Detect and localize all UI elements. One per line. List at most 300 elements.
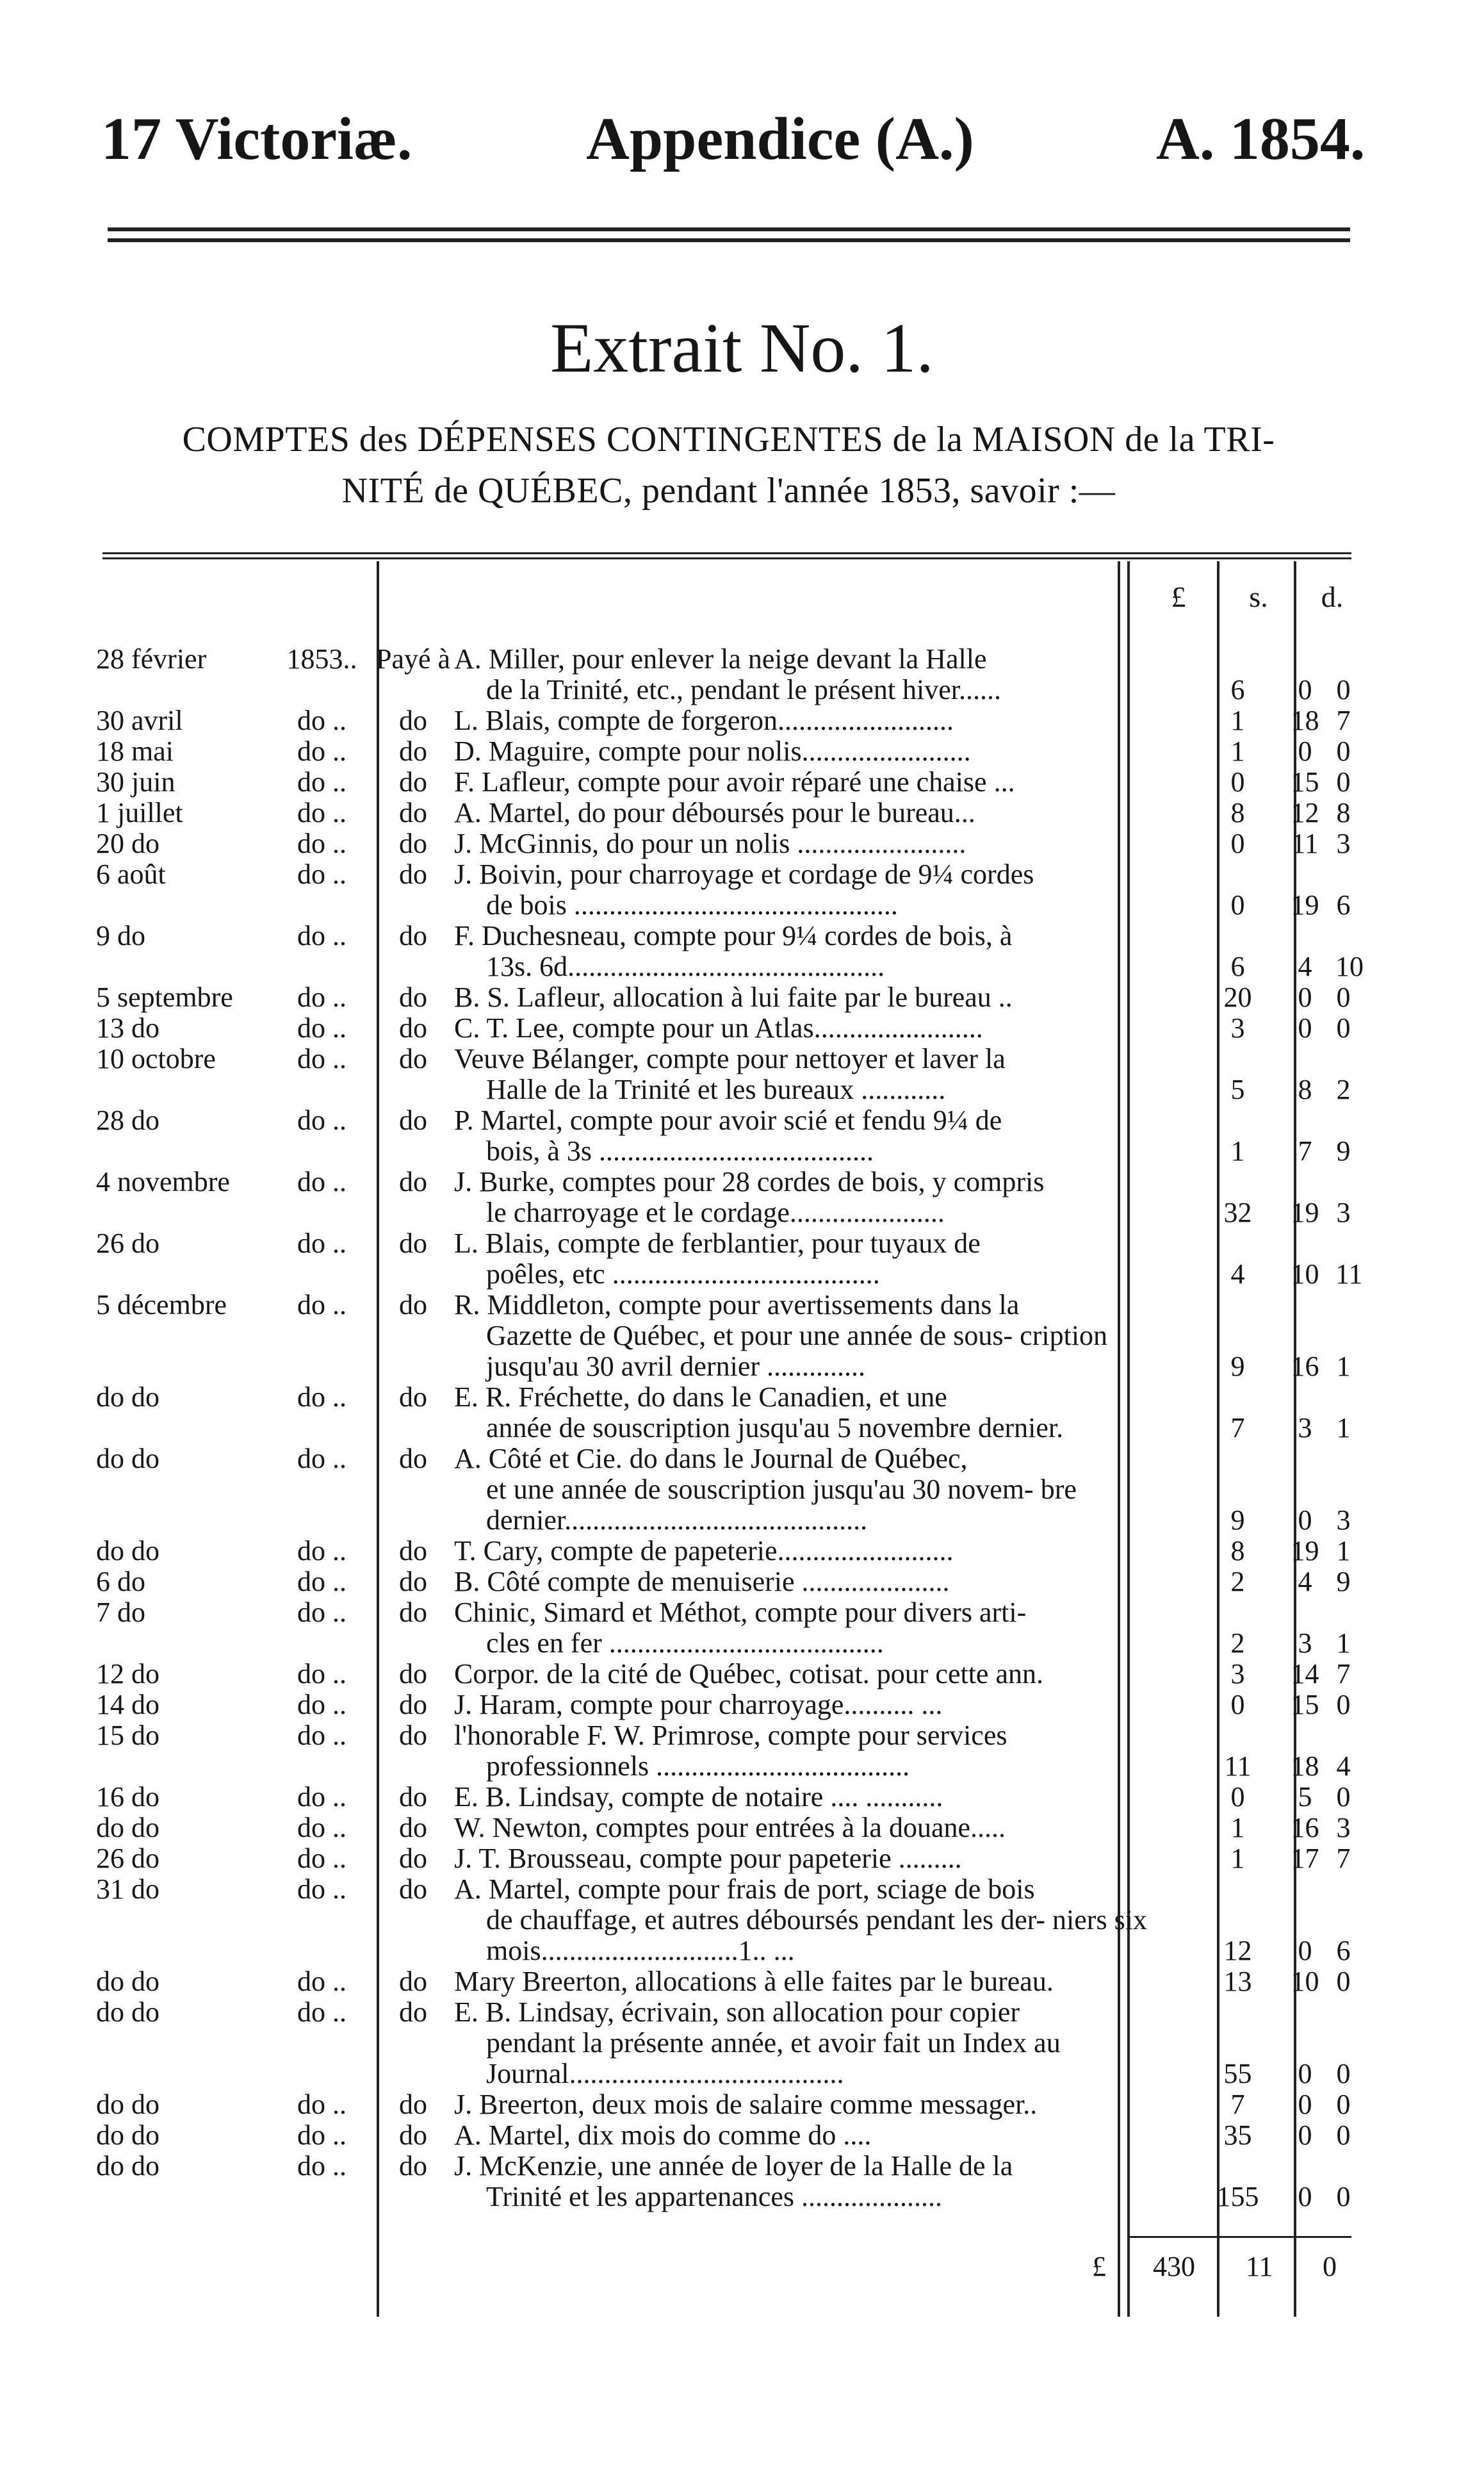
entry-pence: 6 (1336, 1935, 1351, 1966)
entry-pence: 0 (1336, 674, 1351, 705)
entry-year: do .. (297, 1720, 347, 1751)
entry-description-continuation: année de souscription jusqu'au 5 novembre dernier. (486, 1412, 1064, 1443)
entry-shillings: 15 (1291, 766, 1319, 798)
entry-year: do .. (297, 1781, 347, 1813)
entry-pounds: 9 (1230, 1504, 1245, 1536)
entry-paid-marker: do (399, 705, 427, 736)
table-row (96, 798, 1351, 828)
entry-pence: 0 (1336, 2058, 1351, 2089)
entry-description-text: J. Haram, compte pour charroyage.......... ... (454, 1689, 943, 1720)
table-top-rule-2 (102, 557, 1351, 559)
entry-pounds: 0 (1230, 1781, 1245, 1813)
table-row (96, 1597, 1351, 1659)
table-row (96, 644, 1351, 705)
total-pence: 0 (1323, 2251, 1337, 2282)
entry-description-text: Mary Breerton, allocations à elle faites par le bureau. (454, 1966, 1054, 1997)
entry-description (452, 1843, 1201, 1874)
entry-pence: 0 (1336, 2181, 1351, 2212)
entry-description-text: l'honorable F. W. Primrose, compte pour services (454, 1720, 1007, 1751)
entry-description-text: F. Lafleur, compte pour avoir réparé une chaise ... (454, 766, 1015, 798)
entry-year: do .. (297, 1996, 347, 2028)
table-row (96, 1536, 1351, 1566)
entry-description-text: F. Duchesneau, compte pour 9¼ cordes de bois, à (454, 920, 1013, 951)
table-row (96, 1228, 1351, 1290)
entry-description (452, 1382, 1201, 1443)
entry-shillings: 10 (1291, 1966, 1319, 1997)
expenses-table (96, 643, 1364, 2212)
entry-shillings: 19 (1291, 1535, 1319, 1566)
entry-paid-marker: do (399, 736, 427, 767)
entry-shillings: 18 (1291, 1750, 1319, 1782)
entry-pence: 9 (1336, 1135, 1351, 1167)
entry-description-text: L. Blais, compte de forgeron......................... (454, 705, 954, 736)
entry-description (452, 1689, 1201, 1720)
entry-shillings: 0 (1298, 1935, 1312, 1966)
entry-pence: 7 (1336, 1843, 1351, 1874)
entry-pounds: 35 (1223, 2119, 1252, 2151)
entry-pounds: 9 (1230, 1351, 1245, 1382)
entry-shillings: 19 (1291, 1197, 1319, 1228)
entry-description (452, 767, 1201, 798)
table-row (96, 1874, 1351, 1966)
entry-description-text: L. Blais, compte de ferblantier, pour tuyaux de (454, 1228, 981, 1259)
entry-shillings: 0 (1298, 2089, 1312, 2120)
entry-date: do do (96, 1535, 159, 1566)
entry-shillings: 3 (1298, 1412, 1312, 1443)
entry-year: do .. (297, 2089, 347, 2120)
entry-description (452, 736, 1201, 767)
entry-paid-marker: Payé à (375, 643, 451, 675)
entry-pounds: 155 (1216, 2181, 1259, 2212)
entry-date: 20 do (96, 828, 159, 859)
entry-shillings: 17 (1291, 1843, 1319, 1874)
entry-pence: 2 (1336, 1074, 1351, 1105)
entry-pence: 3 (1336, 1812, 1351, 1843)
entry-paid-marker: do (399, 1381, 427, 1413)
entry-description-text: Corpor. de la cité de Québec, cotisat. pour cette ann. (454, 1658, 1043, 1689)
entry-date: do do (96, 1381, 159, 1413)
table-row (96, 1689, 1351, 1720)
table-row (96, 1659, 1351, 1689)
entry-pence: 1 (1336, 1535, 1351, 1566)
header-left: 17 Victoriæ. (101, 106, 412, 172)
entry-date: 16 do (96, 1781, 159, 1813)
entry-description-text: J. Boivin, pour charroyage et cordage de 9¼ cordes (454, 859, 1034, 890)
entry-description-text: E. R. Fréchette, do dans le Canadien, et une (454, 1381, 947, 1413)
entry-pounds: 55 (1223, 2058, 1252, 2089)
entry-description (452, 705, 1201, 736)
entry-year: do .. (297, 1012, 347, 1044)
entry-description-continuation: Trinité et les appartenances .................... (486, 2181, 942, 2212)
entry-date: 4 novembre (96, 1166, 230, 1197)
table-row (96, 1443, 1351, 1536)
entry-pounds: 7 (1230, 2089, 1245, 2120)
entry-year: do .. (297, 766, 347, 798)
table-top-rule (102, 552, 1351, 554)
entry-paid-marker: do (399, 1566, 427, 1597)
entry-paid-marker: do (399, 1781, 427, 1813)
entry-pence: 8 (1336, 797, 1351, 828)
entry-year: do .. (297, 1966, 347, 1997)
entry-pounds: 6 (1230, 674, 1245, 705)
header-rule-bottom (108, 238, 1350, 242)
entry-year: do .. (297, 1228, 347, 1259)
entry-description-continuation: cles en fer ....................................... (486, 1627, 884, 1659)
entry-paid-marker: do (399, 797, 427, 828)
entry-pence: 1 (1336, 1627, 1351, 1659)
table-row (96, 828, 1351, 859)
entry-pounds: 1 (1230, 1135, 1245, 1167)
entry-pounds: 2 (1230, 1566, 1245, 1597)
entry-shillings: 8 (1298, 1074, 1312, 1105)
entry-pounds: 0 (1230, 828, 1245, 859)
entry-description-text: D. Maguire, compte pour nolis........................ (454, 736, 971, 767)
entry-pounds: 32 (1223, 1197, 1252, 1228)
entry-description (452, 2151, 1201, 2212)
table-row (96, 1720, 1351, 1782)
entry-date: do do (96, 1443, 159, 1474)
entry-paid-marker: do (399, 2150, 427, 2182)
entry-description (452, 1813, 1201, 1843)
entry-year: do .. (297, 797, 347, 828)
extract-title: Extrait No. 1. (550, 309, 934, 387)
entry-description (452, 1997, 1201, 2089)
entry-date: 6 août (96, 859, 166, 890)
entry-shillings: 16 (1291, 1351, 1319, 1382)
intro-line-2: NITÉ de QUÉBEC, pendant l'année 1853, savoir :— (341, 471, 1116, 511)
entry-date: 26 do (96, 1228, 159, 1259)
entry-description (452, 1966, 1201, 1997)
entry-year: do .. (297, 2150, 347, 2182)
entry-date: do do (96, 1812, 159, 1843)
entry-pounds: 13 (1223, 1966, 1252, 1997)
entry-description-continuation: Halle de la Trinité et les bureaux ............ (486, 1074, 946, 1105)
entry-pounds: 1 (1230, 1812, 1245, 1843)
entry-paid-marker: do (399, 1289, 427, 1320)
entry-pence: 3 (1336, 1504, 1351, 1536)
total-pounds: 430 (1153, 2251, 1195, 2282)
entry-description (452, 982, 1201, 1013)
entry-date: 28 do (96, 1105, 159, 1136)
entry-pounds: 12 (1223, 1935, 1252, 1966)
entry-shillings: 12 (1291, 797, 1319, 828)
entry-pounds: 8 (1230, 797, 1245, 828)
entry-description-text: B. S. Lafleur, allocation à lui faite par le bureau .. (454, 982, 1013, 1013)
entry-year: do .. (297, 1566, 347, 1597)
entry-description-text: Chinic, Simard et Méthot, compte pour divers arti- (454, 1597, 1027, 1628)
entry-paid-marker: do (399, 1535, 427, 1566)
entry-paid-marker: do (399, 1658, 427, 1689)
entry-paid-marker: do (399, 1043, 427, 1074)
table-row (96, 921, 1351, 982)
entry-paid-marker: do (399, 982, 427, 1013)
entry-description (452, 1566, 1201, 1597)
entry-year: do .. (297, 1812, 347, 1843)
entry-pence: 0 (1336, 1689, 1351, 1720)
entry-pence: 3 (1336, 828, 1351, 859)
entry-description (452, 859, 1201, 921)
entry-shillings: 19 (1291, 889, 1319, 921)
entry-shillings: 7 (1298, 1135, 1312, 1167)
entry-description-text: A. Martel, dix mois do comme do .... (454, 2119, 872, 2151)
entry-year: do .. (297, 859, 347, 890)
entry-shillings: 16 (1291, 1812, 1319, 1843)
entry-date: 31 do (96, 1873, 159, 1905)
entry-description-text: E. B. Lindsay, compte de notaire .... ........... (454, 1781, 943, 1813)
entry-paid-marker: do (399, 1843, 427, 1874)
header-right: A. 1854. (1156, 106, 1366, 172)
entry-paid-marker: do (399, 1873, 427, 1905)
table-row (96, 1566, 1351, 1597)
entry-paid-marker: do (399, 1720, 427, 1751)
entry-paid-marker: do (399, 1443, 427, 1474)
entry-shillings: 15 (1291, 1689, 1319, 1720)
entry-description (452, 2120, 1201, 2151)
column-header-pence: d. (1321, 580, 1344, 613)
entry-paid-marker: do (399, 920, 427, 951)
entry-shillings: 0 (1298, 2058, 1312, 2089)
entry-description-continuation: et une année de souscription jusqu'au 30 novem- bre dernier........................................... (486, 1474, 1077, 1536)
entry-pence: 9 (1336, 1566, 1351, 1597)
entry-year: do .. (297, 736, 347, 767)
entry-date: 10 octobre (96, 1043, 216, 1074)
entry-pence: 0 (1336, 1012, 1351, 1044)
entry-paid-marker: do (399, 859, 427, 890)
table-row (96, 1966, 1351, 1997)
header-center: Appendice (A.) (586, 106, 974, 172)
entry-year: do .. (297, 920, 347, 951)
entry-paid-marker: do (399, 1812, 427, 1843)
entry-year: do .. (297, 1658, 347, 1689)
entry-shillings: 11 (1291, 828, 1319, 859)
entry-pence: 0 (1336, 1781, 1351, 1813)
entry-pence: 0 (1336, 766, 1351, 798)
entry-pounds: 8 (1230, 1535, 1245, 1566)
entry-pence: 0 (1336, 736, 1351, 767)
entry-pounds: 0 (1230, 889, 1245, 921)
entry-date: 1 juillet (96, 797, 183, 828)
entry-description (452, 1597, 1201, 1659)
entry-date: 12 do (96, 1658, 159, 1689)
table-row (96, 1013, 1351, 1044)
entry-date: 18 mai (96, 736, 174, 767)
entry-description-continuation: Gazette de Québec, et pour une année de sous- cription jusqu'au 30 avril dernier .............. (486, 1320, 1108, 1382)
entry-shillings: 0 (1298, 674, 1312, 705)
entry-description-text: B. Côté compte de menuiserie ..................... (454, 1566, 950, 1597)
entry-pounds: 2 (1230, 1627, 1245, 1659)
entry-paid-marker: do (399, 828, 427, 859)
entry-shillings: 14 (1291, 1658, 1319, 1689)
entry-pence: 1 (1336, 1412, 1351, 1443)
entry-year: do .. (297, 1166, 347, 1197)
entry-description-text: A. Côté et Cie. do dans le Journal de Québec, (454, 1443, 968, 1474)
entry-paid-marker: do (399, 1105, 427, 1136)
entry-description-text: A. Martel, do pour déboursés pour le bureau... (454, 797, 975, 828)
entry-year: do .. (297, 1289, 347, 1320)
entry-paid-marker: do (399, 2089, 427, 2120)
entry-date: do do (96, 2089, 159, 2120)
entry-date: 26 do (96, 1843, 159, 1874)
entry-year: do .. (297, 1689, 347, 1720)
entry-description (452, 644, 1201, 705)
intro-line-1: COMPTES des DÉPENSES CONTINGENTES de la MAISON de la TRI- (182, 420, 1275, 459)
entry-pounds: 1 (1230, 736, 1245, 767)
entry-description-text: E. B. Lindsay, écrivain, son allocation pour copier (454, 1996, 1020, 2028)
entry-pounds: 0 (1230, 1689, 1245, 1720)
entry-shillings: 0 (1298, 1012, 1312, 1044)
table-row (96, 1290, 1351, 1382)
entry-pounds: 3 (1230, 1012, 1245, 1044)
entry-description-text: J. McGinnis, do pour un nolis ........................ (454, 828, 966, 859)
entry-date: 30 avril (96, 705, 183, 736)
entry-date: 15 do (96, 1720, 159, 1751)
entry-description (452, 1167, 1201, 1228)
entry-description (452, 1013, 1201, 1044)
entry-shillings: 0 (1298, 1504, 1312, 1536)
table-row (96, 1105, 1351, 1167)
table-row (96, 1782, 1351, 1813)
entry-pounds: 11 (1224, 1750, 1252, 1782)
entry-date: 7 do (96, 1597, 145, 1628)
total-shillings: 11 (1246, 2251, 1273, 2282)
entry-description (452, 1782, 1201, 1813)
entry-description-text: W. Newton, comptes pour entrées à la douane..... (454, 1812, 1006, 1843)
entry-year: do .. (297, 828, 347, 859)
entry-description-text: J. T. Brousseau, compte pour papeterie ......... (454, 1843, 962, 1874)
entry-description (452, 1659, 1201, 1689)
entry-description-text: C. T. Lee, compte pour un Atlas........................ (454, 1012, 983, 1044)
entry-pounds: 7 (1230, 1412, 1245, 1443)
entry-year: do .. (297, 1443, 347, 1474)
entry-date: do do (96, 2150, 159, 2182)
table-row (96, 1167, 1351, 1228)
entry-date: 6 do (96, 1566, 145, 1597)
total-rule (1127, 2236, 1351, 2238)
entry-year: do .. (297, 1873, 347, 1905)
entry-paid-marker: do (399, 1966, 427, 1997)
table-row (96, 1843, 1351, 1874)
entry-date: 5 septembre (96, 982, 233, 1013)
entry-year: 1853.. (286, 643, 357, 675)
entry-description-continuation: pendant la présente année, et avoir fait un Index au Journal....................................... (486, 2027, 1061, 2089)
entry-date: 9 do (96, 920, 145, 951)
entry-description (452, 1874, 1201, 1966)
entry-pounds: 1 (1230, 1843, 1245, 1874)
entry-description-continuation: de la Trinité, etc., pendant le présent hiver...... (486, 674, 1002, 705)
entry-pounds: 0 (1230, 766, 1245, 798)
entry-paid-marker: do (399, 2119, 427, 2151)
entry-description-text: J. Burke, comptes pour 28 cordes de bois, y compris (454, 1166, 1045, 1197)
entry-year: do .. (297, 1381, 347, 1413)
entry-pence: 10 (1335, 951, 1364, 982)
entry-paid-marker: do (399, 1012, 427, 1044)
entry-paid-marker: do (399, 1996, 427, 2028)
entry-description-continuation: poêles, etc ...................................... (486, 1258, 880, 1290)
entry-shillings: 10 (1291, 1258, 1319, 1290)
table-row (96, 1813, 1351, 1843)
entry-date: 14 do (96, 1689, 159, 1720)
entry-year: do .. (297, 1535, 347, 1566)
entry-shillings: 4 (1298, 1566, 1312, 1597)
entry-date: 28 février (96, 643, 207, 675)
entry-date: do do (96, 1996, 159, 2028)
table-row (96, 859, 1351, 921)
entry-shillings: 18 (1291, 705, 1319, 736)
entry-pence: 11 (1335, 1258, 1363, 1290)
table-row (96, 767, 1351, 798)
entry-shillings: 3 (1298, 1627, 1312, 1659)
entry-date: 5 décembre (96, 1289, 227, 1320)
entry-shillings: 5 (1298, 1781, 1312, 1813)
table-row (96, 1044, 1351, 1105)
entry-pence: 6 (1336, 889, 1351, 921)
entry-description-continuation: de bois .............................................. (486, 889, 898, 921)
entry-description (452, 828, 1201, 859)
entry-year: do .. (297, 705, 347, 736)
entry-pounds: 4 (1230, 1258, 1245, 1290)
entry-description (452, 798, 1201, 828)
entry-pence: 7 (1336, 705, 1351, 736)
entry-paid-marker: do (399, 1228, 427, 1259)
table-row (96, 736, 1351, 767)
table-row (96, 1382, 1351, 1443)
entry-description (452, 1720, 1201, 1782)
entry-description-continuation: bois, à 3s ....................................... (486, 1135, 874, 1167)
entry-pounds: 3 (1230, 1658, 1245, 1689)
entry-shillings: 0 (1298, 2119, 1312, 2151)
entry-pence: 1 (1336, 1351, 1351, 1382)
entry-pence: 3 (1336, 1197, 1351, 1228)
column-header-shillings: s. (1249, 580, 1268, 613)
entry-year: do .. (297, 1043, 347, 1074)
entry-description-text: T. Cary, compte de papeterie......................... (454, 1535, 954, 1566)
entry-description (452, 1044, 1201, 1105)
entry-pounds: 20 (1223, 982, 1252, 1013)
entry-paid-marker: do (399, 1166, 427, 1197)
entry-description-continuation: le charroyage et le cordage...................... (486, 1197, 945, 1228)
entry-description (452, 921, 1201, 982)
entry-year: do .. (297, 1105, 347, 1136)
entry-description (452, 1290, 1201, 1382)
entry-paid-marker: do (399, 1689, 427, 1720)
entry-year: do .. (297, 982, 347, 1013)
entry-description-continuation: de chauffage, et autres déboursés pendant les der- niers six mois............................1.. ... (486, 1904, 1147, 1966)
entry-date: do do (96, 1966, 159, 1997)
table-row (96, 2120, 1351, 2151)
entry-paid-marker: do (399, 766, 427, 798)
table-row (96, 1997, 1351, 2089)
entry-date: 13 do (96, 1012, 159, 1044)
entry-description-text: R. Middleton, compte pour avertissements dans la (454, 1289, 1020, 1320)
entry-pence: 4 (1336, 1750, 1351, 1782)
entry-pounds: 5 (1230, 1074, 1245, 1105)
entry-shillings: 0 (1298, 2181, 1312, 2212)
table-row (96, 982, 1351, 1013)
entry-shillings: 4 (1298, 951, 1312, 982)
entry-description-text: J. Breerton, deux mois de salaire comme messager.. (454, 2089, 1038, 2120)
entry-description (452, 1536, 1201, 1566)
entry-paid-marker: do (399, 1597, 427, 1628)
entry-pence: 0 (1336, 2119, 1351, 2151)
entry-pounds: 6 (1230, 951, 1245, 982)
entry-description-text: A. Martel, compte pour frais de port, sciage de bois (454, 1873, 1035, 1905)
entry-description (452, 1228, 1201, 1290)
entry-shillings: 0 (1298, 982, 1312, 1013)
entry-description (452, 1443, 1201, 1536)
entry-pence: 0 (1336, 982, 1351, 1013)
entry-year: do .. (297, 2119, 347, 2151)
entry-pounds: 1 (1230, 705, 1245, 736)
